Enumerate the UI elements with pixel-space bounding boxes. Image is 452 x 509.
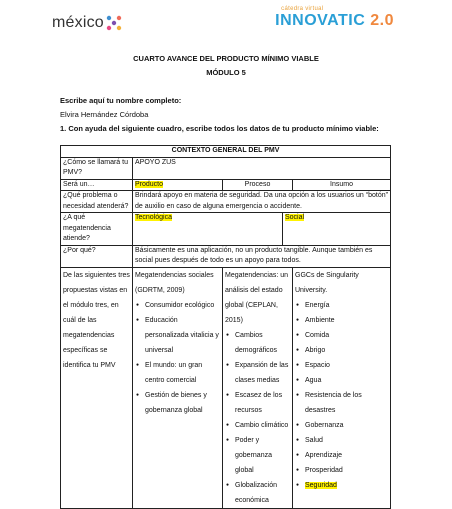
list-item: ● Resistencia de los desastres	[305, 388, 388, 418]
row-label-why: ¿Por qué?	[61, 245, 133, 267]
column-ceplan	[223, 267, 293, 508]
option-cell-tecnologica	[133, 213, 283, 246]
row-label-megatrend: ¿A qué megatendencia atiende?	[61, 213, 133, 246]
list-item: ● Globalización económica	[235, 478, 290, 508]
highlighted-seguridad: Seguridad	[305, 481, 337, 489]
list-item: ● Agua	[305, 373, 388, 388]
option-cell-producto	[133, 179, 223, 191]
row-label-name: ¿Cómo se llamará tu PMV?	[61, 157, 133, 179]
innovatic-brand-name: INNOVATIC	[275, 12, 366, 29]
row-value-problem: Brindará apoyo en materia de seguridad. Da una opción a los usuarios un “botón” de auxilio en caso de alguna emergencia o accidente.	[133, 191, 391, 213]
column-gdrtm-head: Megatendencias sociales (GDRTM, 2009)	[135, 271, 214, 294]
document-title: CUARTO AVANCE DEL PRODUCTO MÍNIMO VIABLE	[133, 54, 319, 63]
table-row	[61, 267, 391, 508]
name-prompt: Escribe aquí tu nombre completo:	[60, 96, 182, 105]
table-row	[61, 179, 391, 191]
list-item: ● Cambios demográficos	[235, 328, 290, 358]
option-social: Social	[285, 214, 305, 221]
table-row	[61, 245, 391, 267]
mexico-logo	[52, 10, 122, 36]
list-item: ● Gobernanza	[305, 418, 388, 433]
row-value-why: Básicamente es una aplicación, no un producto tangible. Aunque también es social pues después de todo es un apoyo para todos.	[133, 245, 391, 267]
list-item: ● Ambiente	[305, 313, 388, 328]
column-singularity-list	[295, 298, 388, 493]
pmv-table	[60, 145, 391, 509]
document-subtitle: MÓDULO 5	[206, 68, 246, 77]
list-item: ● Comida	[305, 328, 388, 343]
option-cell-social	[283, 213, 391, 246]
table-row	[61, 191, 391, 213]
list-item: ● El mundo: un gran centro comercial	[145, 358, 220, 388]
row-label-type: Será un…	[61, 179, 133, 191]
column-gdrtm-list	[135, 298, 220, 418]
innovatic-version: 2.0	[370, 12, 394, 29]
table-row	[61, 157, 391, 179]
question-1: 1. Con ayuda del siguiente cuadro, escribe todos los datos de tu producto mínimo viable:	[60, 124, 379, 133]
list-item: ● Energía	[305, 298, 388, 313]
row-label-proposals: De las siguientes tres propuestas vistas en el módulo tres, en cuál de las megatendencias específicas se identifica tu PMV	[61, 267, 133, 508]
list-item: ● Aprendizaje	[305, 448, 388, 463]
table-row	[61, 213, 391, 246]
list-item: ● Consumidor ecológico	[145, 298, 220, 313]
table-header-row	[61, 146, 391, 158]
column-singularity-head: GGCs de Singularity University.	[295, 271, 359, 294]
list-item: ● Abrigo	[305, 343, 388, 358]
list-item-highlighted	[305, 478, 388, 493]
mexico-logo-text: méxico	[52, 14, 104, 31]
list-item: ● Espacio	[305, 358, 388, 373]
row-value-name: APOYO ZUS	[133, 157, 391, 179]
list-item: ● Expansión de las clases medias	[235, 358, 290, 388]
option-proceso: Proceso	[223, 179, 293, 191]
list-item: ● Gestión de bienes y gobernanza global	[145, 388, 220, 418]
list-item: ● Salud	[305, 433, 388, 448]
column-ceplan-list	[225, 328, 290, 508]
name-value: Elvira Hernández Córdoba	[60, 110, 149, 119]
list-item: ● Educación personalizada vitalicia y universal	[145, 313, 220, 358]
option-tecnologica: Tecnológica	[135, 214, 172, 221]
option-insumo: Insumo	[293, 179, 391, 191]
list-item: ● Prosperidad	[305, 463, 388, 478]
row-label-problem: ¿Qué problema o necesidad atenderá?	[61, 191, 133, 213]
mexico-x-icon	[106, 15, 122, 31]
column-singularity	[293, 267, 391, 508]
list-item: ● Escasez de los recursos	[235, 388, 290, 418]
table-header: CONTEXTO GENERAL DEL PMV	[61, 146, 391, 158]
option-producto: Producto	[135, 180, 164, 188]
innovatic-tagline: cátedra virtual	[281, 6, 324, 12]
column-gdrtm	[133, 267, 223, 508]
innovatic-logo	[275, 6, 394, 30]
list-item: ● Cambio climático	[235, 418, 290, 433]
list-item: ● Poder y gobernanza global	[235, 433, 290, 478]
innovatic-brand	[275, 12, 394, 29]
column-ceplan-head: Megatendencias: un análisis del estado global (CEPLAN, 2015)	[225, 271, 289, 324]
